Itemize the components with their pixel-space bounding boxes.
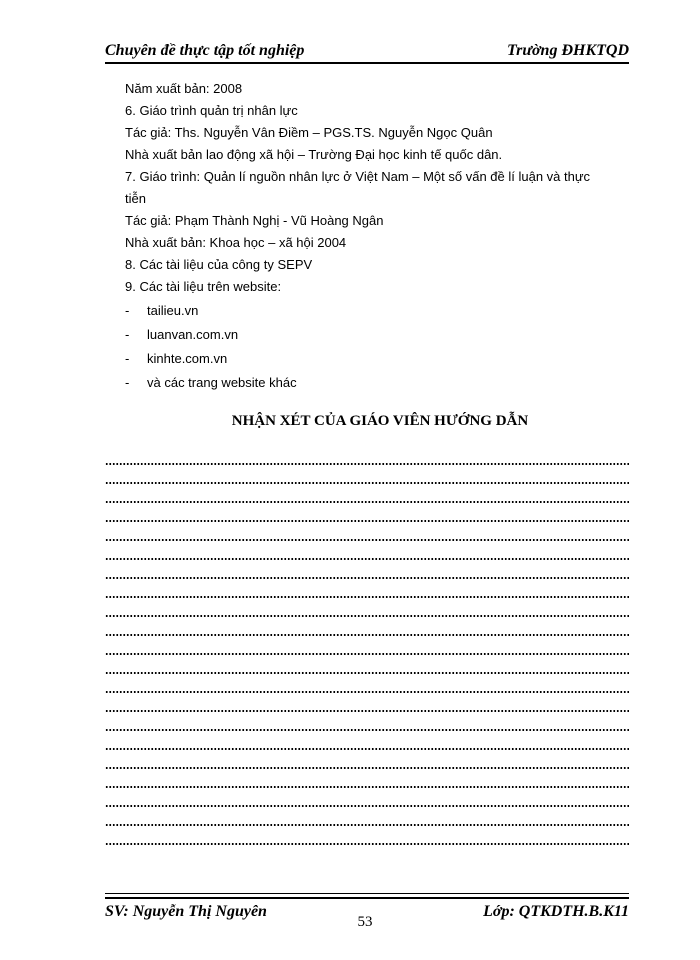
dotted-line (105, 785, 629, 789)
bullet-dash: - (125, 303, 130, 318)
dotted-line (105, 823, 629, 827)
website-label: luanvan.com.vn (147, 327, 239, 342)
reference-line: Nhà xuất bản lao động xã hội – Trường Đại học kinh tế quốc dân. (125, 147, 503, 162)
dotted-line (105, 462, 629, 466)
dotted-line (105, 766, 629, 770)
reference-line: 8. Các tài liệu của công ty SEPV (125, 257, 313, 272)
dotted-line (105, 690, 629, 694)
dotted-line (105, 538, 629, 542)
dotted-line (105, 481, 629, 485)
website-label: tailieu.vn (147, 303, 199, 318)
website-label: kinhte.com.vn (147, 351, 228, 366)
website-label: và các trang website khác (147, 375, 297, 390)
reference-line: tiễn (125, 191, 146, 206)
dotted-line (105, 500, 629, 504)
page-header (105, 40, 629, 62)
page-number: 53 (357, 914, 373, 930)
dotted-line (105, 671, 629, 675)
header-left-title: Chuyên đề thực tập tốt nghiệp (105, 42, 305, 59)
bullet-dash: - (125, 375, 130, 390)
website-item (125, 350, 227, 368)
reference-line: Nhà xuất bản: Khoa học – xã hội 2004 (125, 235, 347, 250)
reference-line: Tác giả: Phạm Thành Nghị - Vũ Hoàng Ngân (125, 213, 384, 228)
reference-line: 9. Các tài liệu trên website: (125, 279, 282, 294)
dotted-line (105, 519, 629, 523)
reference-line: Tác giả: Ths. Nguyễn Vân Điềm – PGS.TS. Nguyễn Ngọc Quân (125, 125, 493, 140)
footer-student: SV: Nguyễn Thị Nguyên (105, 903, 267, 920)
section-title: NHẬN XÉT CỦA GIÁO VIÊN HƯỚNG DẪN (231, 413, 529, 429)
bullet-dash: - (125, 327, 130, 342)
footer-class: Lớp: QTKDTH.B.K11 (483, 903, 629, 920)
dotted-line (105, 652, 629, 656)
dotted-line (105, 595, 629, 599)
dotted-line (105, 709, 629, 713)
dotted-line (105, 804, 629, 808)
dotted-line (105, 633, 629, 637)
website-item (125, 326, 238, 344)
reference-line: 7. Giáo trình: Quản lí nguồn nhân lực ở Việt Nam – Một số vấn đề lí luận và thực (125, 169, 591, 184)
dotted-line (105, 576, 629, 580)
website-item (125, 374, 297, 392)
footer-rule-thick (105, 897, 629, 899)
bullet-dash: - (125, 351, 130, 366)
header-right-title: Trường ĐHKTQD (506, 42, 629, 59)
dotted-line (105, 747, 629, 751)
dotted-line (105, 557, 629, 561)
reference-line: Năm xuất bản: 2008 (125, 81, 243, 96)
reference-line: 6. Giáo trình quản trị nhân lực (125, 103, 298, 118)
footer-rule-thin (105, 893, 629, 894)
dotted-line (105, 842, 629, 846)
dotted-line (105, 614, 629, 618)
dotted-line (105, 728, 629, 732)
header-rule (105, 62, 629, 64)
website-item (125, 302, 198, 320)
